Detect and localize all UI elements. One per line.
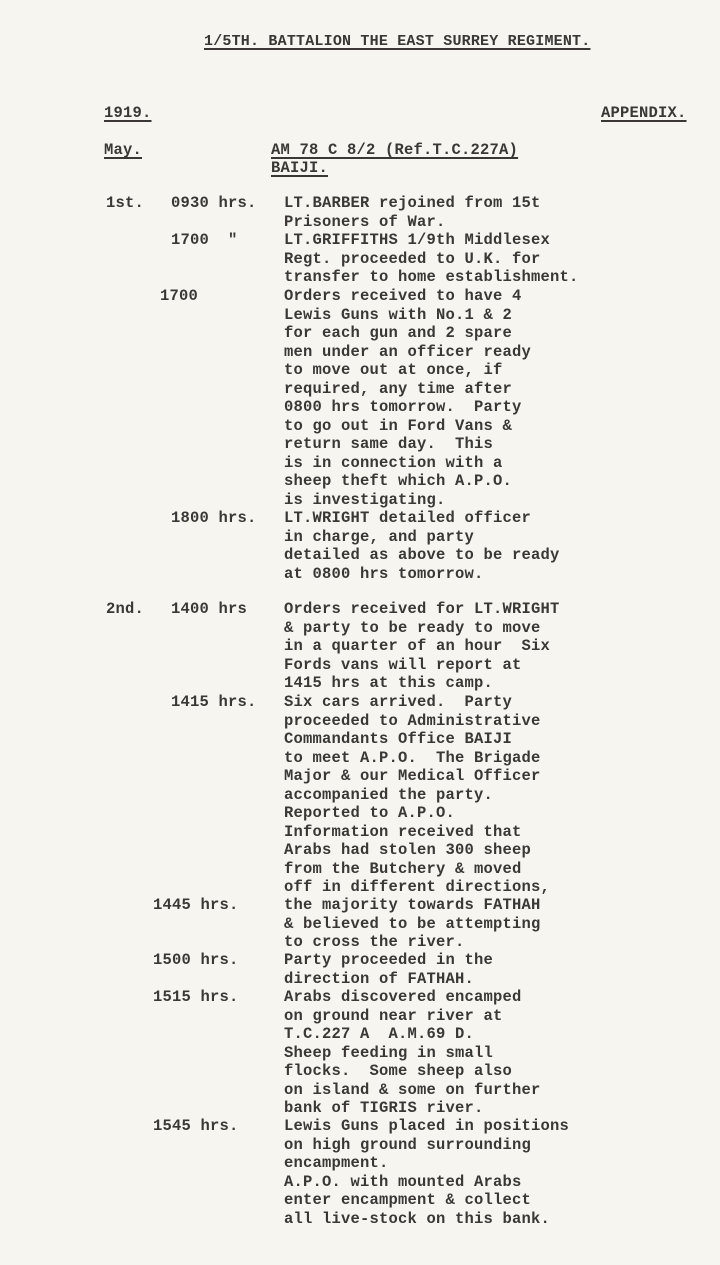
entry-time: 1800 hrs. — [171, 509, 257, 527]
entry-line: sheep theft which A.P.O. — [284, 472, 513, 490]
entry-day: 2nd. — [106, 600, 145, 618]
entry-line: Commandants Office BAIJI — [284, 730, 513, 748]
entry-line: LT.GRIFFITHS 1/9th Middlesex — [284, 231, 551, 249]
entry-line: is investigating. — [284, 490, 446, 509]
entry-line: men under an officer ready — [284, 342, 532, 361]
entry-line: in charge, and party — [284, 527, 475, 546]
entry-line: Lewis Guns placed in positions — [284, 1117, 570, 1135]
entry-line: from the Butchery & moved — [284, 859, 522, 878]
entry-time: 1400 hrs — [171, 600, 248, 618]
entry-line: for each gun and 2 spare — [284, 324, 513, 342]
entry-line: & believed to be attempting — [284, 914, 541, 933]
entry-line: & party to be ready to move — [284, 618, 541, 637]
entry-line: Arabs discovered encamped — [284, 988, 522, 1006]
entry-day: 1st. — [106, 194, 145, 212]
entry-line: to go out in Ford Vans & — [284, 416, 513, 435]
appendix-heading: APPENDIX. — [601, 104, 687, 122]
entry-line: required, any time after — [284, 379, 513, 398]
entry-line: direction of FATHAH. — [284, 969, 475, 988]
entry-line: Orders received to have 4 — [284, 287, 522, 305]
entry-line: is in connection with a — [284, 453, 503, 472]
entry-line: return same day. This — [284, 435, 494, 453]
entry-line: Major & our Medical Officer — [284, 767, 541, 785]
document-title: 1/5TH. BATTALION THE EAST SURREY REGIMENT. — [204, 33, 591, 50]
entry-time: 1700 " — [171, 231, 238, 249]
entry-line: to cross the river. — [284, 933, 465, 951]
entry-line: Six cars arrived. Party — [284, 693, 513, 711]
entry-line: 1415 hrs at this camp. — [284, 674, 494, 692]
entry-line: on island & some on further — [284, 1080, 541, 1099]
entry-line: Sheep feeding in small — [284, 1043, 494, 1062]
year-heading: 1919. — [104, 104, 152, 122]
entry-line: Orders received for LT.WRIGHT — [284, 600, 560, 618]
entry-time: 1445 hrs. — [153, 896, 239, 914]
entry-line: all live-stock on this bank. — [284, 1209, 551, 1228]
entry-line: Information received that — [284, 822, 522, 841]
entry-time: 1700 — [160, 287, 199, 305]
entry-line: to meet A.P.O. The Brigade — [284, 748, 541, 767]
entry-time: 1545 hrs. — [153, 1117, 239, 1135]
entry-line: detailed as above to be ready — [284, 546, 560, 564]
entry-line: flocks. Some sheep also — [284, 1062, 513, 1080]
entry-time: 1515 hrs. — [153, 988, 239, 1006]
entry-line: in a quarter of an hour Six — [284, 637, 551, 655]
entry-line: bank of TIGRIS river. — [284, 1099, 484, 1117]
location-heading: BAIJI. — [271, 159, 329, 177]
map-reference: AM 78 C 8/2 (Ref.T.C.227A) — [271, 141, 519, 159]
entry-line: T.C.227 A A.M.69 D. — [284, 1025, 475, 1043]
entry-line: on high ground surrounding — [284, 1135, 532, 1154]
entry-line: at 0800 hrs tomorrow. — [284, 564, 484, 583]
entry-line: enter encampment & collect — [284, 1191, 532, 1209]
entry-line: encampment. — [284, 1154, 389, 1172]
entry-line: Prisoners of War. — [284, 212, 446, 231]
entry-line: to move out at once, if — [284, 361, 503, 379]
entry-line: proceeded to Administrative — [284, 711, 541, 730]
entry-text — [284, 1117, 570, 1265]
entry-line: Party proceeded in the — [284, 951, 494, 969]
entry-line: LT.WRIGHT detailed officer — [284, 509, 532, 527]
entry-line: the majority towards FATHAH — [284, 896, 541, 914]
entry-time: 1500 hrs. — [153, 951, 239, 969]
entry-line: Fords vans will report at — [284, 655, 522, 674]
entry-time: 0930 hrs. — [171, 194, 257, 212]
entry-time: 1415 hrs. — [171, 693, 257, 711]
entry-line: off in different directions, — [284, 878, 551, 896]
entry-line: Reported to A.P.O. — [284, 804, 456, 822]
entry-line: LT.BARBER rejoined from 15t — [284, 194, 541, 212]
entry-line: Regt. proceeded to U.K. for — [284, 249, 541, 268]
entry-line: transfer to home establishment. — [284, 268, 579, 286]
entry-line: Arabs had stolen 300 sheep — [284, 841, 532, 859]
entry-line: Lewis Guns with No.1 & 2 — [284, 305, 513, 324]
month-heading: May. — [104, 141, 143, 159]
entry-line: A.P.O. with mounted Arabs — [284, 1172, 522, 1191]
entry-line: on ground near river at — [284, 1006, 503, 1025]
entry-line: 0800 hrs tomorrow. Party — [284, 398, 522, 416]
entry-line: accompanied the party. — [284, 785, 494, 804]
